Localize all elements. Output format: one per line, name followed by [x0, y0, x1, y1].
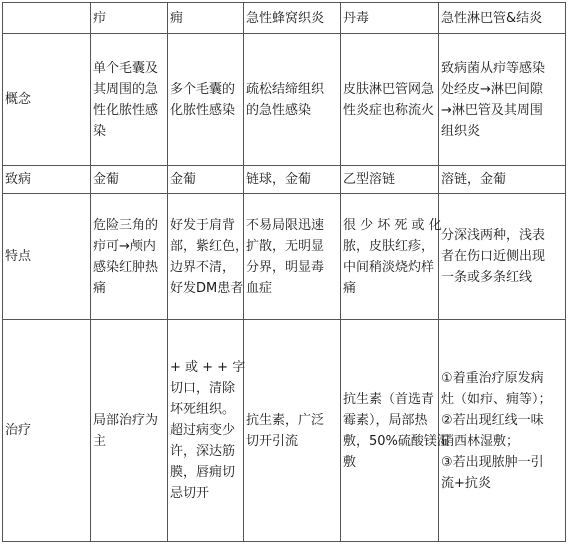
header-cell-cellulitis: 急性蜂窝织炎 [244, 3, 341, 34]
header-cell-empty [3, 3, 91, 34]
table-cell: 不易局限迅速 扩散，无明显 分界，明显毒 血症 [244, 194, 341, 320]
table-cell: 乙型溶链 [341, 166, 439, 194]
table-cell: 很 少 坏 死 或 化 脓，皮肤红疹， 中间稍淡烧灼样 痛 [341, 194, 439, 320]
table-row-treatment [3, 320, 566, 542]
table-cell: 溶链，金葡 [439, 166, 566, 194]
row-label: 特点 [3, 194, 91, 320]
table-cell: 局部治疗为 主 [91, 320, 168, 542]
table-row-concept [3, 34, 566, 166]
table-cell: 抗生素（首选青 霉素），局部热 敷，50%硫酸镁湿 敷 [341, 320, 439, 542]
comparison-table [2, 2, 566, 542]
table-row-features [3, 194, 566, 320]
table-cell: 分深浅两种，浅表 者在伤口近侧出现 一条或多条红线 [439, 194, 566, 320]
table-cell: 金葡 [168, 166, 244, 194]
table-cell: 皮肤淋巴管网急 性炎症也称流火 [341, 34, 439, 166]
row-label: 致病 [3, 166, 91, 194]
table-cell: 链球，金葡 [244, 166, 341, 194]
row-label: 概念 [3, 34, 91, 166]
table-cell: 金葡 [91, 166, 168, 194]
header-row [3, 3, 566, 34]
table-cell: ①着重治疗原发病 灶（如疖、痈等）； ②若出现红线一味 硝西林湿敷； ③若出现脓肿一引 流+抗炎 [439, 320, 566, 542]
header-cell-carbuncle: 痈 [168, 3, 244, 34]
table-cell: + 或 + + 字 切口，清除 坏死组织。 超过病变少 许，深达筋 膜，唇痈切 忌切开 [168, 320, 244, 542]
table-cell: 单个毛囊及 其周围的急 性化脓性感 染 [91, 34, 168, 166]
table-cell: 疏松结缔组织 的急性感染 [244, 34, 341, 166]
row-label: 治疗 [3, 320, 91, 542]
table-cell: 致病菌从疖等感染 处经皮→淋巴间隙 →淋巴管及其周围 组织炎 [439, 34, 566, 166]
table-cell: 好发于肩背 部，紫红色， 边界不清， 好发DM患者 [168, 194, 244, 320]
table-row-cause [3, 166, 566, 194]
header-cell-lymphangitis: 急性淋巴管&结炎 [439, 3, 566, 34]
table-cell: 多个毛囊的 化脓性感染 [168, 34, 244, 166]
table-cell: 抗生素，广泛 切开引流 [244, 320, 341, 542]
header-cell-erysipelas: 丹毒 [341, 3, 439, 34]
table-cell: 危险三角的 疖可→颅内 感染红肿热 痛 [91, 194, 168, 320]
header-cell-boil: 疖 [91, 3, 168, 34]
